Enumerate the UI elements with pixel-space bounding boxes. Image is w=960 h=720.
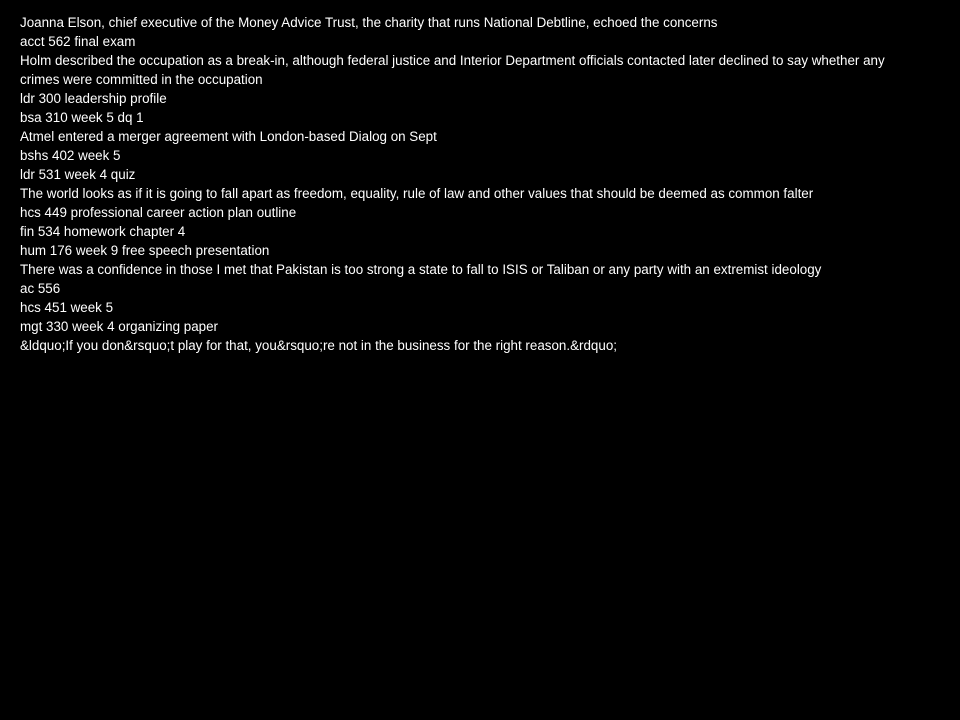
text-line: &ldquo;If you don&rsquo;t play for that, you&rsquo;re not in the business for the right reason.&rdquo; xyxy=(20,338,617,353)
text-line: hcs 451 week 5 xyxy=(20,300,114,315)
text-line: ldr 300 leadership profile xyxy=(20,91,167,106)
text-line: bsa 310 week 5 dq 1 xyxy=(20,110,144,125)
text-line: The world looks as if it is going to fall apart as freedom, equality, rule of law and other values that should be deemed as common falter xyxy=(20,186,814,201)
text-line: fin 534 homework chapter 4 xyxy=(20,224,186,239)
text-line: Holm described the occupation as a break-in, although federal justice and Interior Department officials contacted later declined to say whether any crimes were committed in the occupation xyxy=(20,53,885,87)
text-line: ldr 531 week 4 quiz xyxy=(20,167,136,182)
document-text xyxy=(20,13,925,355)
text-line: There was a confidence in those I met that Pakistan is too strong a state to fall to ISIS or Taliban or any party with an extremist ideology xyxy=(20,262,822,277)
text-line: acct 562 final exam xyxy=(20,34,136,49)
text-line: Atmel entered a merger agreement with London-based Dialog on Sept xyxy=(20,129,437,144)
text-line: hum 176 week 9 free speech presentation xyxy=(20,243,270,258)
text-line: ac 556 xyxy=(20,281,61,296)
text-line: hcs 449 professional career action plan outline xyxy=(20,205,297,220)
text-line: mgt 330 week 4 organizing paper xyxy=(20,319,219,334)
text-line: Joanna Elson, chief executive of the Money Advice Trust, the charity that runs National Debtline, echoed the concerns xyxy=(20,15,718,30)
text-line: bshs 402 week 5 xyxy=(20,148,121,163)
